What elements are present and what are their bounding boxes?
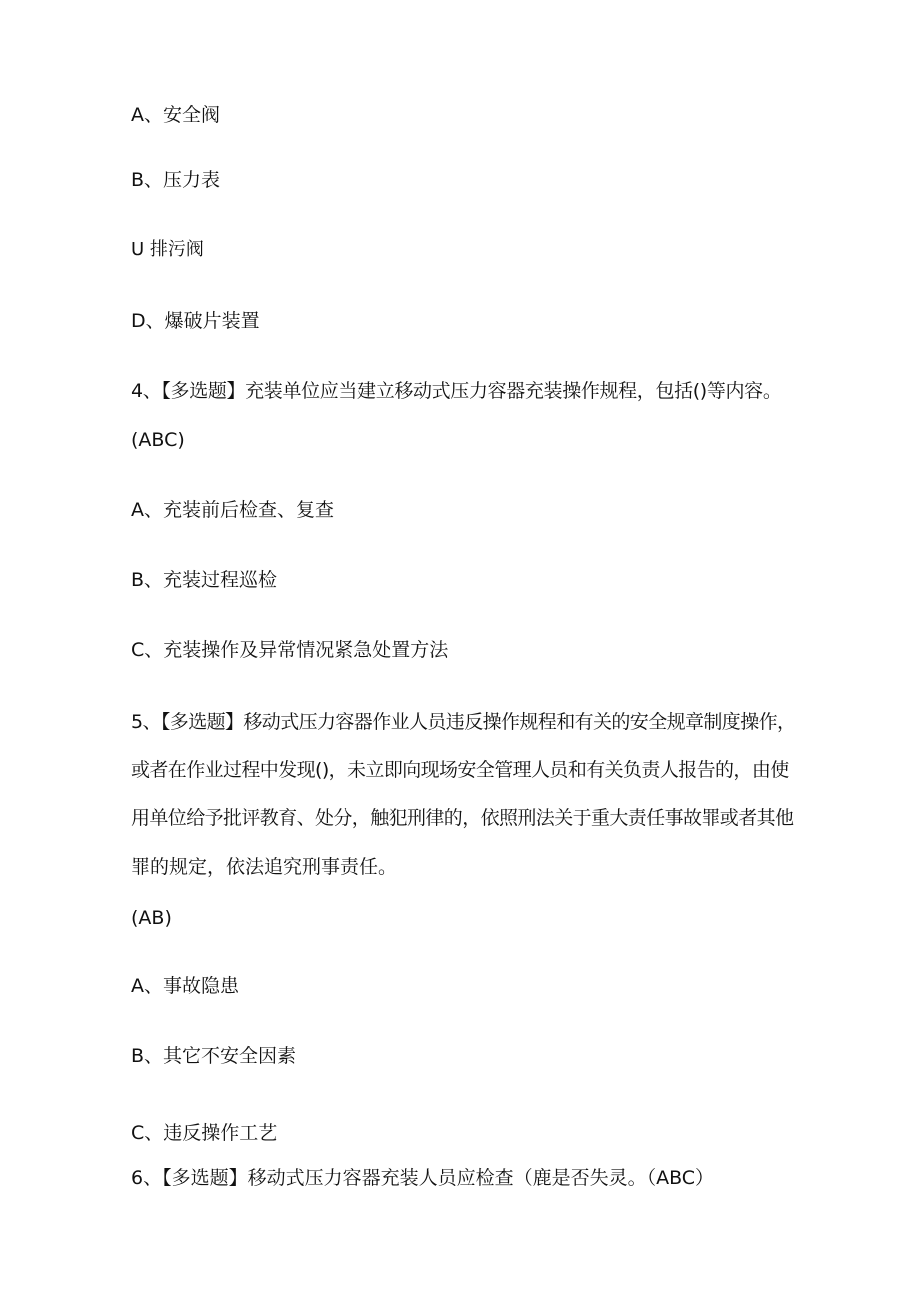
q3-option-c: U 排污阀 xyxy=(131,239,204,260)
q5-option-b: B、其它不安全因素 xyxy=(131,1045,297,1067)
q4-answer: (ABC) xyxy=(131,429,185,451)
q4-option-c: C、充装操作及异常情况紧急处置方法 xyxy=(131,639,449,661)
q5-question-line-3: 用单位给予批评教育、处分，触犯刑律的，依照刑法关于重大责任事故罪或者其他 xyxy=(131,807,794,829)
q5-question-line-1: 5、【多选题】移动式压力容器作业人员违反操作规程和有关的安全规章制度操作， xyxy=(131,711,796,733)
q5-option-a: A、事故隐患 xyxy=(131,975,239,997)
q6-question: 6、【多选题】移动式压力容器充装人员应检查（鹿是否失灵。（ABC） xyxy=(131,1167,715,1189)
q4-option-a: A、充装前后检查、复查 xyxy=(131,499,334,521)
q5-question-line-4: 罪的规定，依法追究刑事责任。 xyxy=(131,856,398,878)
q3-option-a: A、安全阀 xyxy=(131,104,220,126)
q3-option-b: B、压力表 xyxy=(131,169,221,191)
q5-option-c: C、违反操作工艺 xyxy=(131,1122,278,1144)
q5-answer: (AB) xyxy=(131,907,172,929)
q3-option-d: D、爆破片装置 xyxy=(131,310,260,332)
q4-question: 4、【多选题】充装单位应当建立移动式压力容器充装操作规程，包括()等内容。 xyxy=(131,380,782,402)
q5-question-line-2: 或者在作业过程中发现()，未立即向现场安全管理人员和有关负责人报告的，由使 xyxy=(131,759,789,781)
q4-option-b: B、充装过程巡检 xyxy=(131,569,278,591)
